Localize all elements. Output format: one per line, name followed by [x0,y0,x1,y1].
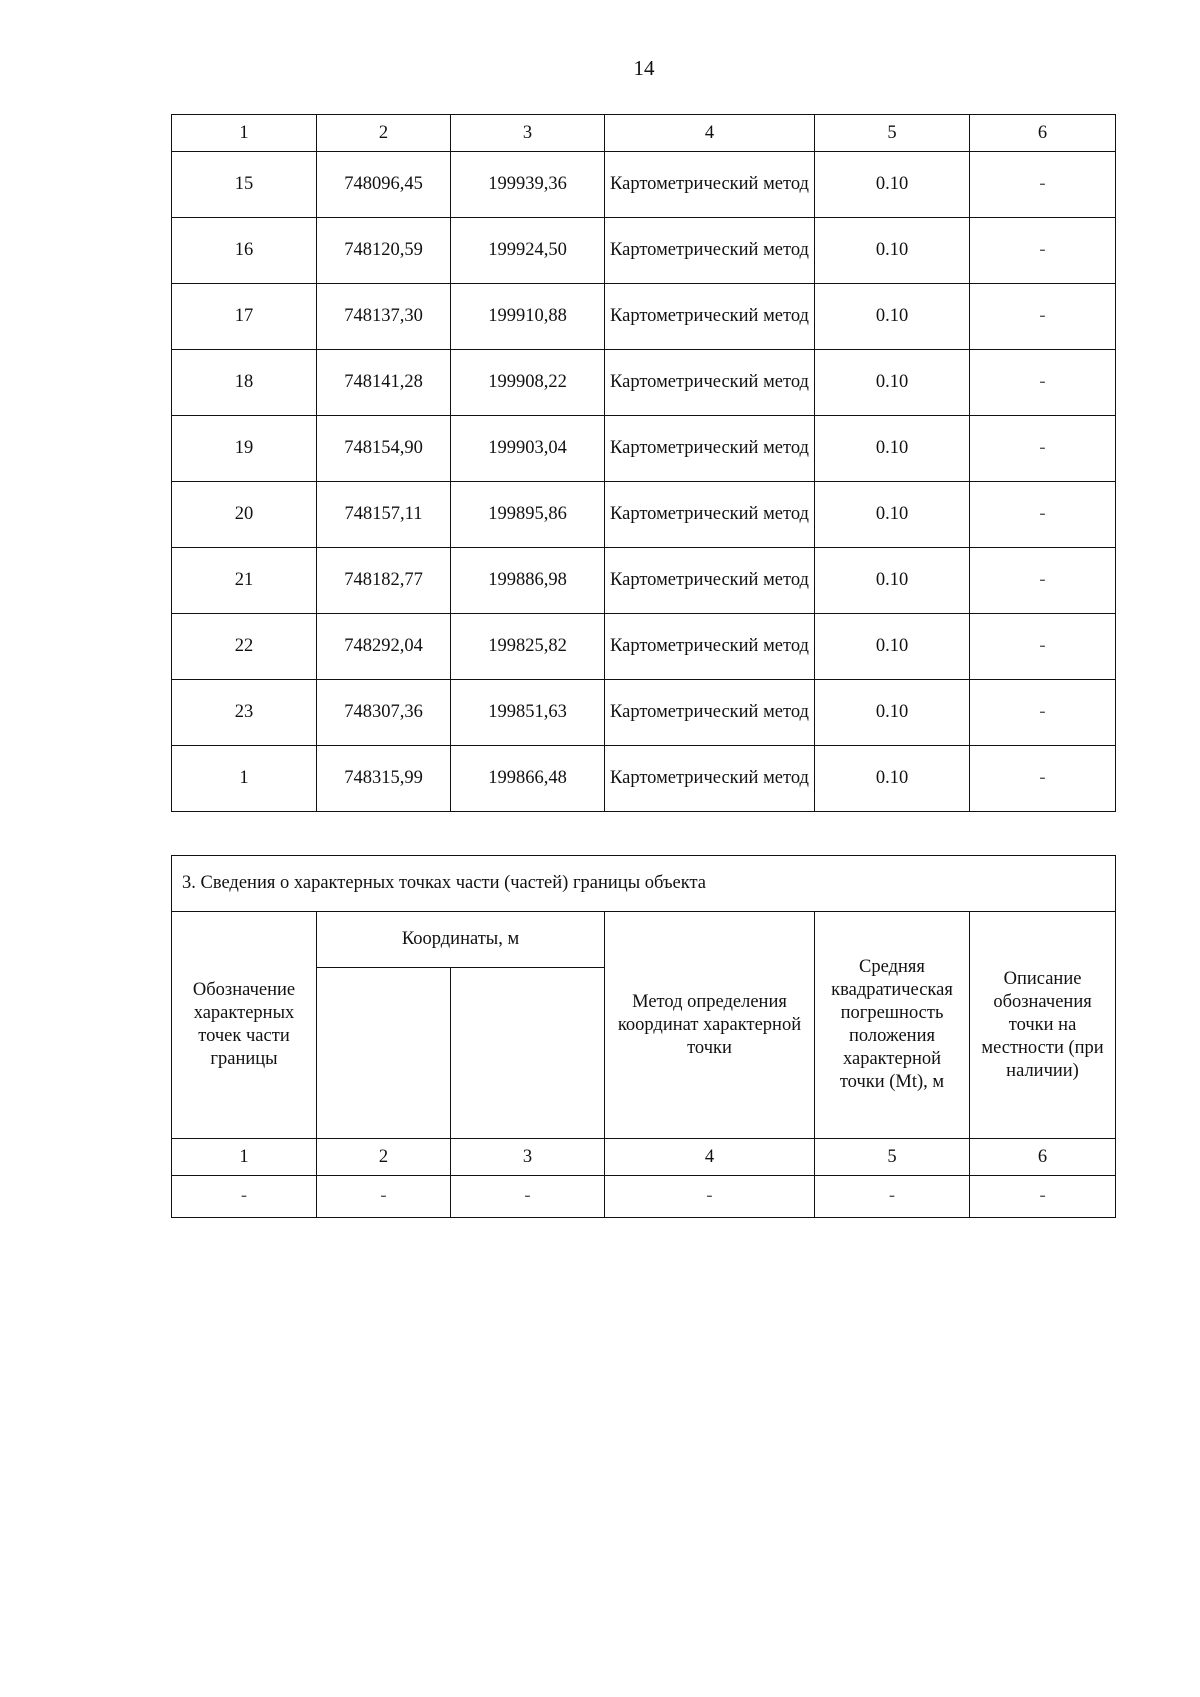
point-number: 16 [172,218,317,284]
table-row [172,482,1116,548]
column-number-row [172,115,1116,152]
table-row [172,218,1116,284]
method-cell: Картометрический метод [605,152,815,218]
section-title: 3. Сведения о характерных точках части (частей) границы объекта [172,856,1116,912]
section-title-row [172,856,1116,912]
error-value: 0.10 [815,350,970,416]
description-cell: - [970,218,1116,284]
column-number: 1 [172,1139,317,1176]
part-boundary-points-table [171,855,1116,1218]
table-row [172,746,1116,812]
table-row [172,548,1116,614]
coord-y: 199886,98 [451,548,605,614]
description-cell: - [970,746,1116,812]
description-cell: - [970,152,1116,218]
coord-x: 748154,90 [317,416,451,482]
table-row [172,152,1116,218]
header-error: Средняя квадратическая погрешность положения характерной точки (Mt), м [815,912,970,1139]
coord-y: 199908,22 [451,350,605,416]
header-description: Описание обозначения точки на местности (при наличии) [970,912,1116,1139]
method-cell: Картометрический метод [605,680,815,746]
description-cell: - [970,416,1116,482]
coord-x: 748157,11 [317,482,451,548]
column-number: 6 [970,115,1116,152]
method-cell: Картометрический метод [605,350,815,416]
boundary-points-table [171,114,1116,812]
column-number: 5 [815,115,970,152]
column-number: 6 [970,1139,1116,1176]
coord-x: 748182,77 [317,548,451,614]
error-value: 0.10 [815,548,970,614]
coord-x: 748141,28 [317,350,451,416]
table-row [172,680,1116,746]
empty-data-row [172,1176,1116,1218]
coord-x: 748096,45 [317,152,451,218]
coord-x: 748292,04 [317,614,451,680]
empty-cell: - [815,1176,970,1218]
column-number: 5 [815,1139,970,1176]
point-number: 22 [172,614,317,680]
coord-x: 748315,99 [317,746,451,812]
point-number: 17 [172,284,317,350]
coord-y: 199825,82 [451,614,605,680]
empty-cell: - [970,1176,1116,1218]
description-cell: - [970,284,1116,350]
column-number: 1 [172,115,317,152]
method-cell: Картометрический метод [605,284,815,350]
empty-cell: - [605,1176,815,1218]
point-number: 23 [172,680,317,746]
error-value: 0.10 [815,482,970,548]
column-number: 4 [605,1139,815,1176]
error-value: 0.10 [815,614,970,680]
description-cell: - [970,614,1116,680]
coord-x: 748120,59 [317,218,451,284]
coord-y: 199895,86 [451,482,605,548]
column-number: 4 [605,115,815,152]
column-number: 2 [317,115,451,152]
coord-x: 748307,36 [317,680,451,746]
empty-cell: - [451,1176,605,1218]
table-row [172,416,1116,482]
method-cell: Картометрический метод [605,416,815,482]
empty-cell: - [317,1176,451,1218]
header-x [317,968,451,1139]
error-value: 0.10 [815,416,970,482]
coord-y: 199939,36 [451,152,605,218]
point-number: 1 [172,746,317,812]
method-cell: Картометрический метод [605,548,815,614]
method-cell: Картометрический метод [605,482,815,548]
column-number: 3 [451,1139,605,1176]
method-cell: Картометрический метод [605,614,815,680]
column-number-row [172,1139,1116,1176]
method-cell: Картометрический метод [605,218,815,284]
table-row [172,284,1116,350]
header-row [172,912,1116,968]
header-method: Метод определения координат характерной точки [605,912,815,1139]
coord-y: 199924,50 [451,218,605,284]
header-coordinates: Координаты, м [317,912,605,968]
table-row [172,614,1116,680]
error-value: 0.10 [815,746,970,812]
page-number: 14 [633,56,655,80]
description-cell: - [970,350,1116,416]
point-number: 15 [172,152,317,218]
description-cell: - [970,680,1116,746]
error-value: 0.10 [815,284,970,350]
description-cell: - [970,548,1116,614]
header-y [451,968,605,1139]
coord-y: 199910,88 [451,284,605,350]
point-number: 19 [172,416,317,482]
error-value: 0.10 [815,218,970,284]
point-number: 21 [172,548,317,614]
coord-y: 199866,48 [451,746,605,812]
column-number: 3 [451,115,605,152]
point-number: 20 [172,482,317,548]
column-number: 2 [317,1139,451,1176]
error-value: 0.10 [815,680,970,746]
header-point-designation: Обозначение характерных точек части границы [172,912,317,1139]
method-cell: Картометрический метод [605,746,815,812]
table-row [172,350,1116,416]
coord-x: 748137,30 [317,284,451,350]
point-number: 18 [172,350,317,416]
empty-cell: - [172,1176,317,1218]
description-cell: - [970,482,1116,548]
coord-y: 199851,63 [451,680,605,746]
error-value: 0.10 [815,152,970,218]
coord-y: 199903,04 [451,416,605,482]
